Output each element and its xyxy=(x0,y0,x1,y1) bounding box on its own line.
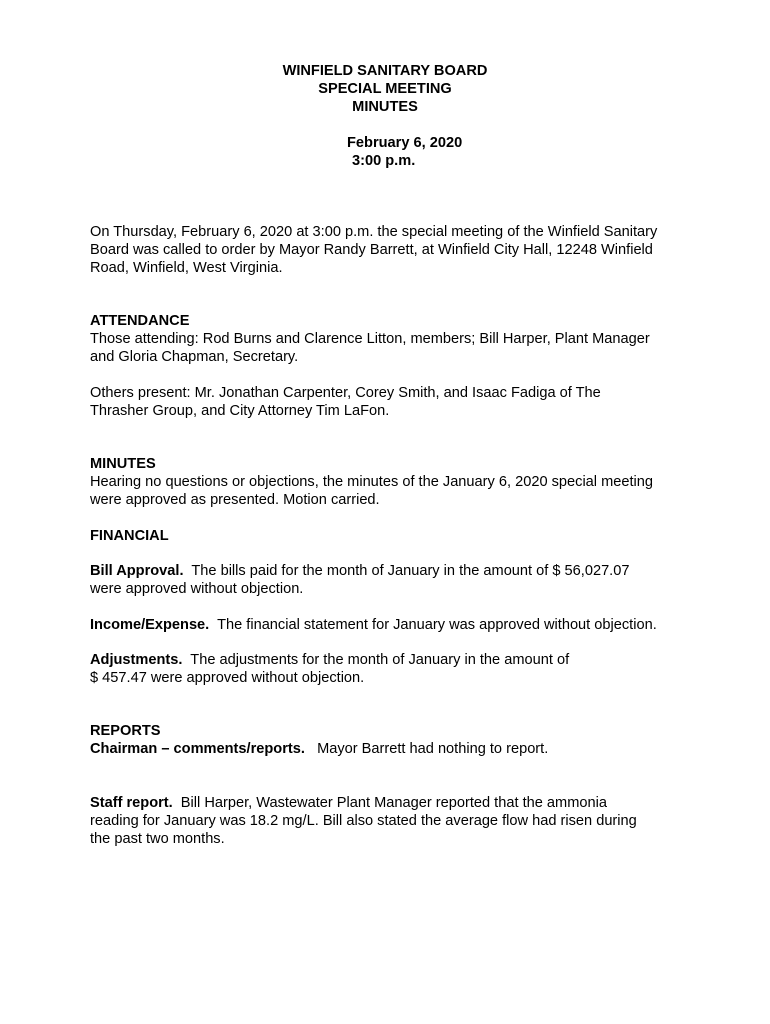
intro-line: On Thursday, February 6, 2020 at 3:00 p.m. the special meeting of the Winfield Sanitary xyxy=(90,224,658,240)
staff-report-text: Bill Harper, Wastewater Plant Manager reported that the ammonia xyxy=(172,795,607,811)
intro-paragraph xyxy=(90,223,690,277)
intro-line: Road, Winfield, West Virginia. xyxy=(90,260,283,276)
document-title xyxy=(185,62,585,116)
chairman-report-label: Chairman – comments/reports. xyxy=(90,741,305,757)
intro-line: Board was called to order by Mayor Randy Barrett, at Winfield City Hall, 12248 Winfield xyxy=(90,242,653,258)
bill-approval-text: The bills paid for the month of January in the amount of $ 56,027.07 xyxy=(183,563,630,579)
minutes-line: were approved as presented. Motion carried. xyxy=(90,492,380,508)
bill-approval-paragraph xyxy=(90,562,690,598)
title-meeting-type: SPECIAL MEETING xyxy=(318,81,452,97)
bill-approval-text-cont: were approved without objection. xyxy=(90,581,304,597)
chairman-report-text: Mayor Barrett had nothing to report. xyxy=(304,741,549,757)
attendance-heading: ATTENDANCE xyxy=(90,313,190,329)
income-expense-paragraph xyxy=(90,616,690,634)
financial-section xyxy=(90,527,690,545)
staff-report-text-cont: the past two months. xyxy=(90,831,225,847)
others-line: Others present: Mr. Jonathan Carpenter, Corey Smith, and Isaac Fadiga of The xyxy=(90,385,601,401)
adjustments-paragraph xyxy=(90,651,690,687)
staff-report-text-cont: reading for January was 18.2 mg/L. Bill also stated the average flow had risen during xyxy=(90,813,637,829)
adjustments-label: Adjustments. xyxy=(90,652,183,668)
attendance-line: Those attending: Rod Burns and Clarence Litton, members; Bill Harper, Plant Manager xyxy=(90,331,650,347)
minutes-section xyxy=(90,455,690,509)
staff-report-label: Staff report. xyxy=(90,795,173,811)
others-line: Thrasher Group, and City Attorney Tim LaFon. xyxy=(90,403,390,419)
attendance-line: and Gloria Chapman, Secretary. xyxy=(90,349,299,365)
minutes-line: Hearing no questions or objections, the minutes of the January 6, 2020 special meeting xyxy=(90,474,654,490)
title-minutes: MINUTES xyxy=(352,99,418,115)
adjustments-text-cont: $ 457.47 were approved without objection. xyxy=(90,670,365,686)
income-expense-label: Income/Expense. xyxy=(90,617,210,633)
staff-report-paragraph xyxy=(90,794,690,848)
meeting-date: February 6, 2020 xyxy=(347,135,463,151)
bill-approval-label: Bill Approval. xyxy=(90,563,184,579)
financial-heading: FINANCIAL xyxy=(90,528,169,544)
meeting-time: 3:00 p.m. xyxy=(352,153,416,169)
adjustments-text: The adjustments for the month of January in the amount of xyxy=(182,652,570,668)
others-present-paragraph xyxy=(90,384,690,420)
title-board-name: WINFIELD SANITARY BOARD xyxy=(282,63,488,79)
income-expense-text: The financial statement for January was approved without objection. xyxy=(209,617,657,633)
attendance-section xyxy=(90,312,690,366)
minutes-heading: MINUTES xyxy=(90,456,156,472)
reports-heading: REPORTS xyxy=(90,723,161,739)
reports-section xyxy=(90,722,690,758)
